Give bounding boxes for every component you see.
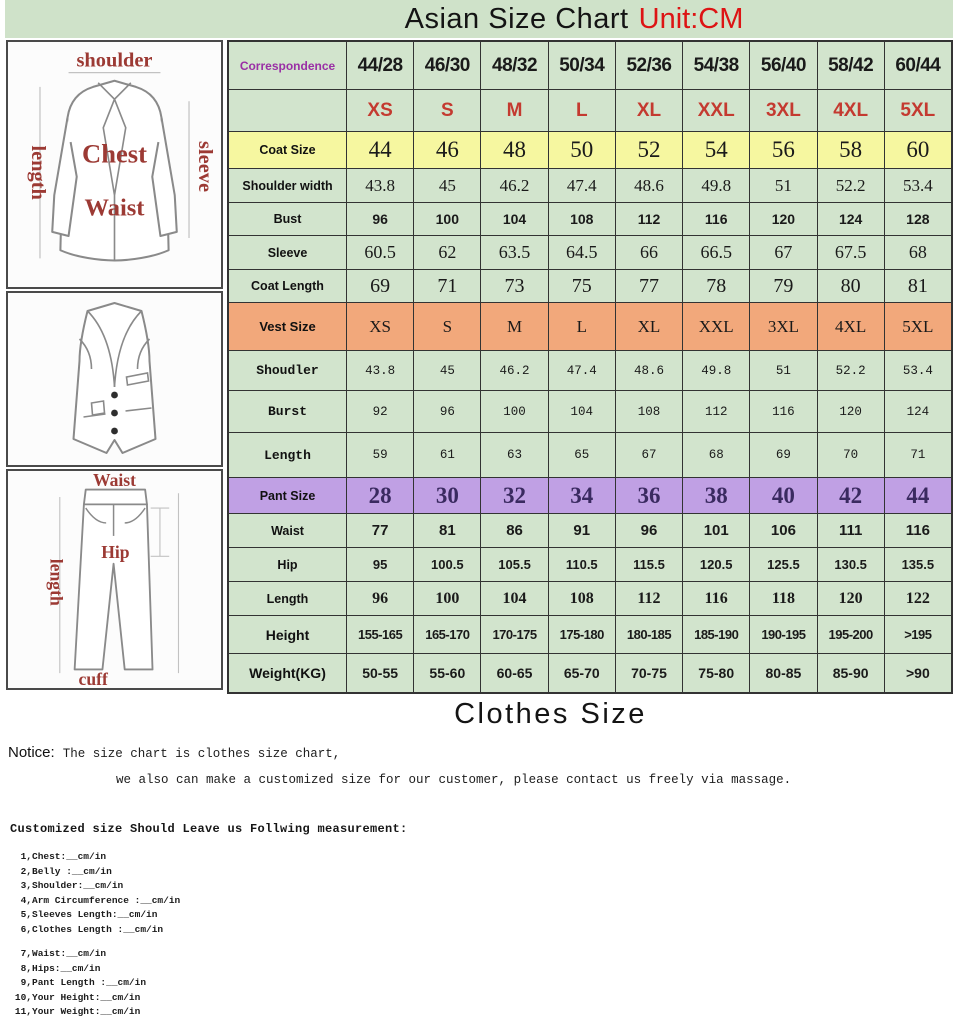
measurement-text: Your Height:__cm/in [32,991,141,1003]
cell-pant-waist: 96 [616,514,683,548]
cell-coat-length: 69 [347,270,414,303]
cell-pant-waist: 81 [414,514,481,548]
cell-weight: 80-85 [750,654,817,692]
table-row-pant-length [229,582,951,616]
cell-intl-size: XXL [683,90,750,132]
cell-sleeve: 67 [750,236,817,270]
cell-weight: 50-55 [347,654,414,692]
measurement-number: 9, [20,977,32,988]
cell-weight: 65-70 [549,654,616,692]
measurement-list [10,850,180,1020]
pants-hip-label: Hip [101,542,130,563]
table-row-intl-size [229,90,951,132]
measurement-item-10 [10,991,180,1006]
measurement-text: Hips:__cm/in [32,962,101,974]
cell-height: 155-165 [347,616,414,654]
cell-bust: 100 [414,203,481,236]
cell-bust: 112 [616,203,683,236]
row-label-vest-shoulder: Shoudler [229,351,347,391]
cell-height: >195 [885,616,951,654]
measurement-text: Shoulder:__cm/in [32,880,124,891]
measurement-item-5 [10,908,180,923]
cell-bust: 96 [347,203,414,236]
vest-diagram [6,291,223,467]
cell-height: 170-175 [481,616,548,654]
measurement-number: 7, [20,948,32,959]
pants-cuff-label: cuff [78,669,108,688]
row-label-pant-waist: Waist [229,514,347,548]
cell-sleeve: 63.5 [481,236,548,270]
measurement-item-7 [10,947,180,962]
cell-pant-hip: 120.5 [683,548,750,582]
measurement-item-11 [10,1005,180,1020]
cell-pant-waist: 86 [481,514,548,548]
cell-vest-size: 5XL [885,303,951,351]
cell-vest-length: 59 [347,433,414,478]
cell-vest-length: 65 [549,433,616,478]
cell-bust: 128 [885,203,951,236]
cell-correspondence: 44/28 [347,42,414,90]
jacket-sleeve-label: sleeve [194,141,217,193]
measurement-item-9 [10,976,180,991]
notice-line2-text: we also can make a customized size for our customer, please contact us freely via massage. [116,773,792,787]
cell-height: 175-180 [549,616,616,654]
cell-vest-burst: 108 [616,391,683,433]
row-label-vest-length: Length [229,433,347,478]
measurement-number: 4, [20,894,32,906]
row-label-coat-size: Coat Size [229,132,347,169]
cell-vest-burst: 104 [549,391,616,433]
cell-vest-shoulder: 45 [414,351,481,391]
cell-pant-length: 118 [750,582,817,616]
jacket-chest-label: Chest [82,138,147,169]
row-label-sleeve: Sleeve [229,236,347,270]
cell-correspondence: 50/34 [549,42,616,90]
cell-pant-size: 34 [549,478,616,514]
cell-vest-shoulder: 51 [750,351,817,391]
cell-shoulder-width: 53.4 [885,169,951,203]
cell-shoulder-width: 48.6 [616,169,683,203]
cell-vest-length: 61 [414,433,481,478]
cell-coat-size: 58 [818,132,885,169]
cell-vest-length: 67 [616,433,683,478]
cell-vest-burst: 116 [750,391,817,433]
cell-intl-size: XS [347,90,414,132]
cell-coat-length: 73 [481,270,548,303]
cell-coat-size: 56 [750,132,817,169]
cell-pant-size: 38 [683,478,750,514]
measurement-item-8 [10,962,180,977]
cell-vest-size: 4XL [818,303,885,351]
cell-shoulder-width: 47.4 [549,169,616,203]
notice-block [8,744,908,787]
pants-length-label: length [46,558,67,606]
cell-vest-size: XL [616,303,683,351]
row-label-height: Height [229,616,347,654]
cell-pant-waist: 116 [885,514,951,548]
cell-bust: 104 [481,203,548,236]
measurement-item-4 [10,894,180,909]
notice-label: Notice: [8,744,55,761]
cell-pant-size: 32 [481,478,548,514]
cell-vest-size: L [549,303,616,351]
cell-coat-size: 52 [616,132,683,169]
cell-sleeve: 66.5 [683,236,750,270]
cell-correspondence: 52/36 [616,42,683,90]
cell-bust: 116 [683,203,750,236]
cell-vest-burst: 112 [683,391,750,433]
cell-shoulder-width: 49.8 [683,169,750,203]
cell-sleeve: 67.5 [818,236,885,270]
table-row-pant-hip [229,548,951,582]
cell-bust: 108 [549,203,616,236]
cell-bust: 120 [750,203,817,236]
row-label-coat-length: Coat Length [229,270,347,303]
jacket-waist-label: Waist [84,194,145,222]
cell-pant-length: 112 [616,582,683,616]
measurement-text: Arm Circumference :__cm/in [32,894,181,906]
cell-coat-size: 60 [885,132,951,169]
cell-pant-waist: 91 [549,514,616,548]
cell-sleeve: 66 [616,236,683,270]
measurement-number: 1, [20,851,32,862]
cell-weight: 55-60 [414,654,481,692]
cell-pant-hip: 130.5 [818,548,885,582]
cell-shoulder-width: 46.2 [481,169,548,203]
cell-pant-hip: 110.5 [549,548,616,582]
measurement-number: 8, [20,962,32,974]
cell-weight: 60-65 [481,654,548,692]
cell-vest-shoulder: 48.6 [616,351,683,391]
jacket-shoulder-label: shoulder [76,49,153,72]
cell-shoulder-width: 52.2 [818,169,885,203]
row-label-correspondence: Correspondence [229,42,347,90]
measurement-text: Belly :__cm/in [32,865,112,877]
measurement-text: Pant Length :__cm/in [32,977,147,988]
cell-vest-length: 71 [885,433,951,478]
measurement-item-3 [10,879,180,894]
cell-vest-shoulder: 52.2 [818,351,885,391]
cell-intl-size: 5XL [885,90,951,132]
row-label-shoulder-width: Shoulder width [229,169,347,203]
cell-vest-burst: 124 [885,391,951,433]
cell-pant-waist: 106 [750,514,817,548]
cell-pant-hip: 135.5 [885,548,951,582]
cell-vest-length: 69 [750,433,817,478]
cell-intl-size: L [549,90,616,132]
cell-vest-burst: 100 [481,391,548,433]
cell-pant-size: 42 [818,478,885,514]
row-label-pant-size: Pant Size [229,478,347,514]
clothes-size-heading: Clothes Size [454,698,647,730]
row-label-weight: Weight(KG) [229,654,347,692]
cell-pant-size: 40 [750,478,817,514]
unit-label: Unit:CM [638,2,744,35]
customized-size-heading: Customized size Should Leave us Follwing measurement: [10,822,408,836]
cell-coat-length: 80 [818,270,885,303]
cell-bust: 124 [818,203,885,236]
row-label-vest-size: Vest Size [229,303,347,351]
cell-sleeve: 68 [885,236,951,270]
cell-vest-burst: 120 [818,391,885,433]
cell-correspondence: 54/38 [683,42,750,90]
measurement-text: Your Weight:__cm/in [32,1006,141,1017]
cell-vest-burst: 96 [414,391,481,433]
cell-vest-length: 70 [818,433,885,478]
cell-pant-waist: 77 [347,514,414,548]
cell-shoulder-width: 51 [750,169,817,203]
measurement-number: 2, [20,865,32,877]
cell-coat-size: 48 [481,132,548,169]
cell-vest-length: 68 [683,433,750,478]
cell-vest-length: 63 [481,433,548,478]
row-label-intl-size [229,90,347,132]
measurement-number: 6, [20,923,32,935]
table-row-coat-size [229,132,951,169]
cell-pant-length: 108 [549,582,616,616]
measurement-text: Sleeves Length:__cm/in [32,909,158,920]
measurement-text: Waist:__cm/in [32,948,107,959]
cell-weight: 75-80 [683,654,750,692]
measurement-number: 3, [20,880,32,891]
cell-pant-length: 96 [347,582,414,616]
row-label-vest-burst: Burst [229,391,347,433]
cell-coat-length: 78 [683,270,750,303]
table-row-weight [229,654,951,692]
table-row-vest-length [229,433,951,478]
cell-correspondence: 60/44 [885,42,951,90]
jacket-length-label: length [26,145,49,200]
cell-coat-size: 50 [549,132,616,169]
measurement-number: 11, [14,1006,32,1017]
cell-height: 185-190 [683,616,750,654]
cell-correspondence: 56/40 [750,42,817,90]
cell-pant-length: 100 [414,582,481,616]
table-row-vest-burst [229,391,951,433]
cell-coat-length: 79 [750,270,817,303]
cell-height: 190-195 [750,616,817,654]
cell-pant-length: 120 [818,582,885,616]
cell-coat-size: 46 [414,132,481,169]
cell-pant-size: 30 [414,478,481,514]
table-row-bust [229,203,951,236]
cell-correspondence: 48/32 [481,42,548,90]
cell-sleeve: 60.5 [347,236,414,270]
cell-vest-shoulder: 43.8 [347,351,414,391]
cell-weight: 85-90 [818,654,885,692]
cell-vest-size: XXL [683,303,750,351]
table-row-vest-size [229,303,951,351]
measurement-text: Clothes Length :__cm/in [32,923,164,935]
cell-correspondence: 46/30 [414,42,481,90]
cell-vest-shoulder: 53.4 [885,351,951,391]
cell-shoulder-width: 43.8 [347,169,414,203]
jacket-sketch-icon [8,42,221,287]
cell-coat-length: 75 [549,270,616,303]
cell-vest-shoulder: 47.4 [549,351,616,391]
table-row-vest-shoulder [229,351,951,391]
cell-pant-length: 104 [481,582,548,616]
cell-height: 180-185 [616,616,683,654]
cell-coat-size: 54 [683,132,750,169]
notice-line1-text: The size chart is clothes size chart, [62,747,341,761]
measurement-item-2 [10,865,180,880]
cell-vest-size: XS [347,303,414,351]
pants-waist-label: Waist [92,471,137,490]
cell-pant-hip: 105.5 [481,548,548,582]
cell-intl-size: XL [616,90,683,132]
cell-intl-size: S [414,90,481,132]
table-row-coat-length [229,270,951,303]
cell-coat-length: 71 [414,270,481,303]
cell-shoulder-width: 45 [414,169,481,203]
cell-sleeve: 64.5 [549,236,616,270]
cell-pant-waist: 111 [818,514,885,548]
cell-coat-length: 81 [885,270,951,303]
cell-intl-size: M [481,90,548,132]
pants-measure-diagram [6,469,223,690]
cell-vest-shoulder: 49.8 [683,351,750,391]
measurement-item-1 [10,850,180,865]
cell-height: 165-170 [414,616,481,654]
cell-pant-length: 116 [683,582,750,616]
cell-vest-size: 3XL [750,303,817,351]
cell-sleeve: 62 [414,236,481,270]
cell-pant-size: 28 [347,478,414,514]
cell-pant-size: 36 [616,478,683,514]
cell-weight: >90 [905,665,930,681]
cell-pant-hip: 100.5 [414,548,481,582]
cell-pant-hip: 125.5 [750,548,817,582]
cell-correspondence: 58/42 [818,42,885,90]
title-text: Asian Size Chart [404,2,629,35]
jacket-measure-diagram [6,40,223,289]
table-row-pant-waist [229,514,951,548]
cell-vest-shoulder: 46.2 [481,351,548,391]
cell-weight: 70-75 [616,654,683,692]
cell-pant-length: 122 [885,582,951,616]
page-title [5,0,953,38]
cell-coat-size: 44 [347,132,414,169]
measurement-text: Chest:__cm/in [32,851,107,862]
table-row-height [229,616,951,654]
measurement-number: 10, [14,991,32,1003]
row-label-pant-hip: Hip [229,548,347,582]
cell-intl-size: 3XL [750,90,817,132]
vest-sketch-icon [8,293,221,465]
row-label-pant-length: Length [229,582,347,616]
cell-vest-size: S [414,303,481,351]
cell-pant-size: 44 [885,478,951,514]
cell-vest-burst: 92 [347,391,414,433]
cell-pant-hip: 95 [347,548,414,582]
size-table [227,40,953,694]
measurement-item-6 [10,923,180,938]
cell-vest-size: M [481,303,548,351]
cell-pant-hip: 115.5 [616,548,683,582]
cell-height: 195-200 [818,616,885,654]
cell-intl-size: 4XL [818,90,885,132]
table-row-sleeve [229,236,951,270]
measurement-number: 5, [20,909,32,920]
row-label-bust: Bust [229,203,347,236]
table-row-shoulder-width [229,169,951,203]
table-row-pant-size [229,478,951,514]
cell-coat-length: 77 [616,270,683,303]
table-row-correspondence [229,42,951,90]
cell-pant-waist: 101 [683,514,750,548]
pants-sketch-icon [8,471,221,688]
